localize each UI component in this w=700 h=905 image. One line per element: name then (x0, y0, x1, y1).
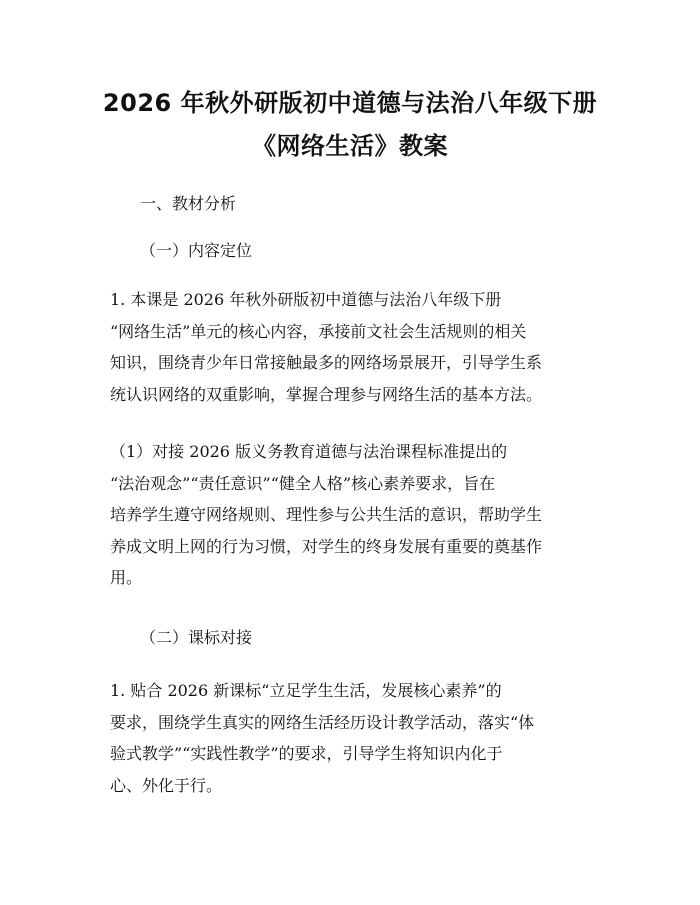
paragraph-line: 1. 本课是 2026 年秋外研版初中道德与法治八年级下册 (110, 290, 502, 309)
paragraph-line: 培养学生遵守网络规则、理性参与公共生活的意识，帮助学生 (110, 505, 543, 524)
paragraph-line: “网络生活”单元的核心内容，承接前文社会生活规则的相关 (110, 321, 527, 341)
paragraph-line: 验式教学”“实践性教学”的要求，引导学生将知识内化于 (110, 744, 503, 763)
paragraph-lesson-overview (110, 284, 600, 410)
paragraph-line: “法治观念”“责任意识”“健全人格”核心素养要求，旨在 (110, 473, 496, 493)
section-heading-textbook-analysis: 一、教材分析 (140, 194, 237, 213)
paragraph-line: 用。 (110, 568, 143, 587)
paragraph-line: 养成文明上网的行为习惯，对学生的终身发展有重要的奠基作 (110, 536, 543, 556)
paragraph-line: 要求，围绕学生真实的网络生活经历设计教学活动，落实“体 (110, 712, 535, 732)
subsection-heading-content-positioning: （一）内容定位 (140, 241, 253, 260)
subsection-heading-curriculum-alignment: （二）课标对接 (140, 628, 253, 647)
paragraph-curriculum-requirements (110, 675, 600, 801)
paragraph-line: 知识，围绕青少年日常接触最多的网络场景展开，引导学生系 (110, 353, 543, 372)
paragraph-line: 心、外化于行。 (110, 775, 223, 795)
paragraph-line: 统认识网络的双重影响，掌握合理参与网络生活的基本方法。 (110, 384, 543, 404)
paragraph-line: 1. 贴合 2026 新课标“立足学生生活，发展核心素养”的 (110, 681, 502, 700)
paragraph-core-literacy (110, 436, 600, 594)
paragraph-line: （1）对接 2026 版义务教育道德与法治课程标准提出的 (110, 442, 508, 461)
document-title-line-1: 2026 年秋外研版初中道德与法治八年级下册 (102, 89, 598, 117)
document-title-line-2: 《网络生活》教案 (252, 132, 448, 160)
